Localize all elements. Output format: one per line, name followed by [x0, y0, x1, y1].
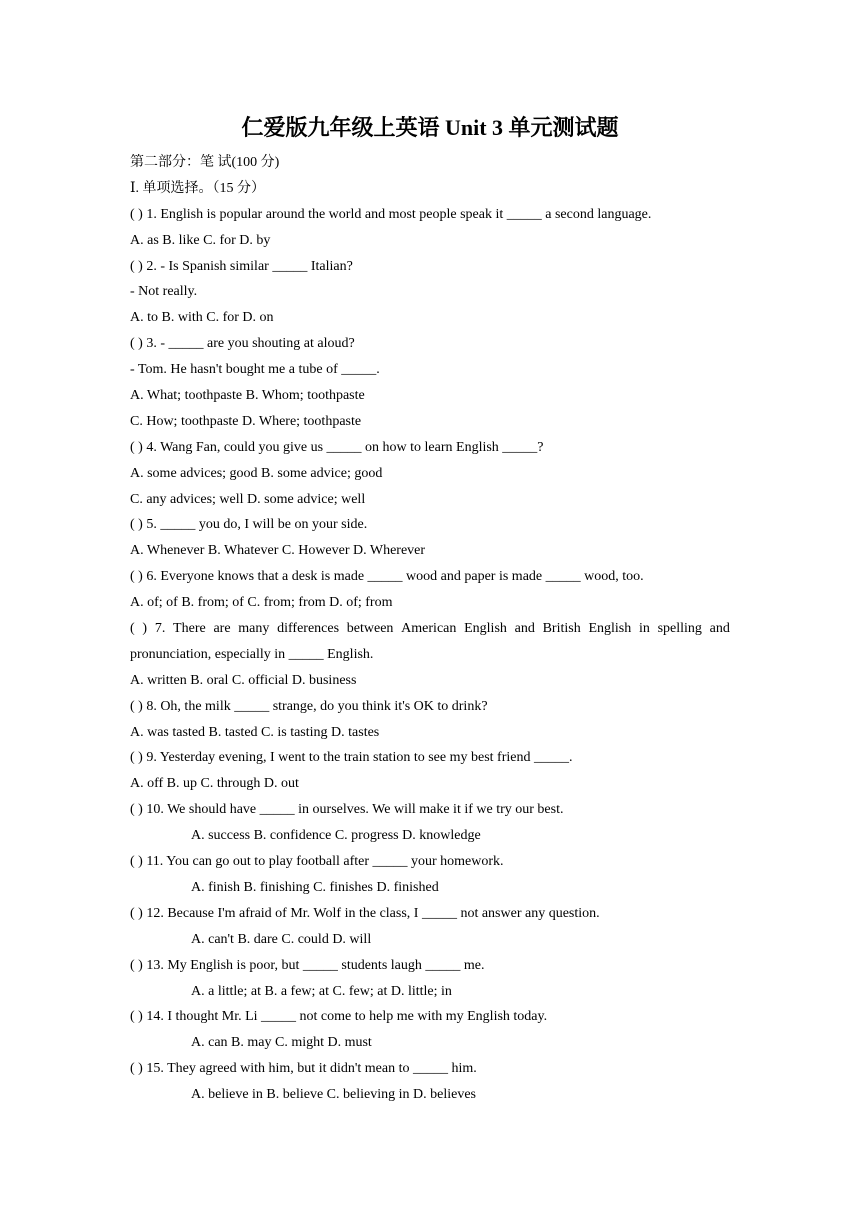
- question-12-stem: ( ) 12. Because I'm afraid of Mr. Wolf in the class, I _____ not answer any question.: [130, 905, 600, 921]
- question-7-word: differences: [277, 621, 340, 637]
- question-5-stem: ( ) 5. _____ you do, I will be on your side.: [130, 517, 368, 533]
- part-heading: 第二部分：笔 试(100 分): [130, 155, 280, 170]
- question-7-word: spelling: [657, 621, 702, 637]
- question-9-stem: ( ) 9. Yesterday evening, I went to the train station to see my best friend _____.: [130, 750, 573, 766]
- question-2-stem: ( ) 2. - Is Spanish similar _____ Italian?: [130, 258, 353, 274]
- question-8-stem: ( ) 8. Oh, the milk _____ strange, do you think it's OK to drink?: [130, 698, 488, 714]
- question-15-stem: ( ) 15. They agreed with him, but it didn't mean to _____ him.: [130, 1061, 477, 1077]
- section-heading: Ⅰ. 单项选择。（15 分）: [130, 180, 266, 196]
- question-6-stem: ( ) 6. Everyone knows that a desk is made _____ wood and paper is made _____ wood, too.: [130, 569, 644, 585]
- question-1-stem: ( ) 1. English is popular around the world and most people speak it _____ a second language.: [130, 206, 652, 222]
- question-7-word: American: [401, 621, 457, 637]
- question-7-word: English: [464, 621, 507, 637]
- question-3-reply: - Tom. He hasn't bought me a tube of _____.: [130, 362, 380, 378]
- question-13-options: A. a little; at B. a few; at C. few; at D. little; in: [191, 983, 452, 999]
- question-1-options: A. as B. like C. for D. by: [130, 232, 271, 248]
- question-3-stem: ( ) 3. - _____ are you shouting at aloud?: [130, 336, 355, 352]
- document-title: 仁爱版九年级上英语 Unit 3 单元测试题: [241, 115, 619, 140]
- question-10-options: A. success B. confidence C. progress D. knowledge: [191, 828, 481, 844]
- question-7-stem: [130, 616, 730, 642]
- question-3-options-ab: A. What; toothpaste B. Whom; toothpaste: [130, 388, 365, 404]
- question-10-stem: ( ) 10. We should have _____ in ourselves. We will make it if we try our best.: [130, 802, 564, 818]
- question-13-stem: ( ) 13. My English is poor, but _____ students laugh _____ me.: [130, 957, 485, 973]
- question-7-word: (: [130, 621, 135, 637]
- question-7-word: in: [638, 621, 650, 637]
- question-7-word: and: [709, 621, 730, 637]
- question-7-word: 7.: [154, 621, 166, 637]
- question-14-stem: ( ) 14. I thought Mr. Li _____ not come to help me with my English today.: [130, 1009, 548, 1025]
- question-7-word: British: [542, 621, 581, 637]
- question-7-word: English: [588, 621, 632, 637]
- question-7-stem-continued: pronunciation, especially in _____ English.: [130, 646, 374, 662]
- question-4-options-cd: C. any advices; well D. some advice; well: [130, 491, 366, 507]
- question-7-options: A. written B. oral C. official D. business: [130, 672, 357, 688]
- question-4-stem: ( ) 4. Wang Fan, could you give us _____ on how to learn English _____?: [130, 439, 544, 455]
- question-5-options: A. Whenever B. Whatever C. However D. Wherever: [130, 543, 426, 559]
- question-9-options: A. off B. up C. through D. out: [130, 776, 299, 792]
- question-15-options: A. believe in B. believe C. believing in D. believes: [191, 1087, 476, 1103]
- question-2-options: A. to B. with C. for D. on: [130, 310, 274, 326]
- question-8-options: A. was tasted B. tasted C. is tasting D. tastes: [130, 724, 380, 740]
- question-11-options: A. finish B. finishing C. finishes D. finished: [191, 879, 439, 895]
- question-7-word: and: [514, 621, 535, 637]
- question-14-options: A. can B. may C. might D. must: [191, 1035, 372, 1051]
- question-6-options: A. of; of B. from; of C. from; from D. of; from: [130, 595, 393, 611]
- question-7-word: ): [142, 621, 148, 637]
- question-7-word: between: [346, 621, 394, 637]
- question-7-word: are: [213, 621, 231, 637]
- question-2-reply: - Not really.: [130, 284, 198, 300]
- question-7-word: many: [238, 621, 270, 637]
- question-4-options-ab: A. some advices; good B. some advice; good: [130, 465, 383, 481]
- question-11-stem: ( ) 11. You can go out to play football after _____ your homework.: [130, 854, 504, 870]
- question-3-options-cd: C. How; toothpaste D. Where; toothpaste: [130, 413, 362, 429]
- question-7-word: There: [173, 621, 206, 637]
- document-body: [130, 150, 730, 1108]
- question-12-options: A. can't B. dare C. could D. will: [191, 931, 372, 947]
